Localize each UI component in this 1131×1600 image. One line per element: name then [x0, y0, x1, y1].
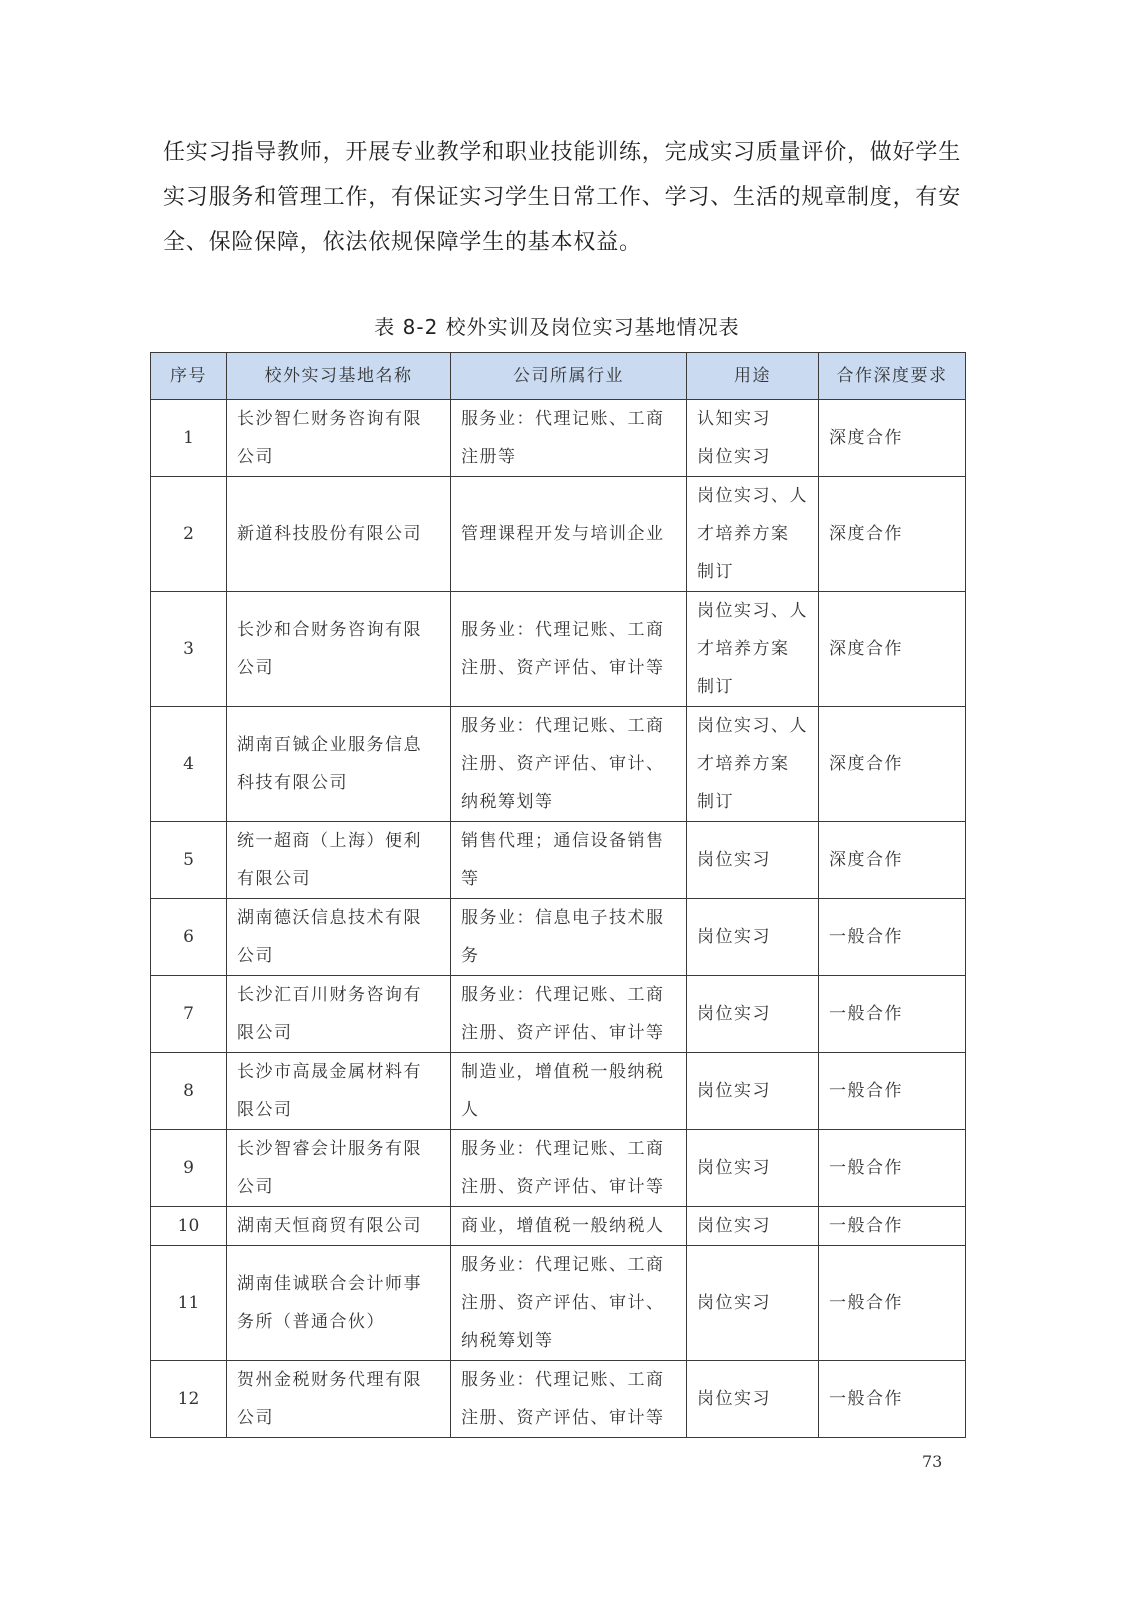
table-header-row	[151, 353, 966, 400]
cell-industry	[451, 1207, 687, 1246]
cell-use-line: 岗位实习	[697, 1293, 771, 1313]
cell-use	[687, 592, 819, 707]
cell-no: 3	[151, 592, 227, 707]
table-row	[151, 1207, 966, 1246]
cell-name	[227, 1246, 451, 1361]
cell-use	[687, 899, 819, 976]
cell-coop: 深度合作	[819, 400, 966, 477]
table-row	[151, 976, 966, 1053]
cell-industry-line: 注册、资产评估、审计等	[461, 1023, 665, 1043]
cell-coop: 一般合作	[819, 1361, 966, 1438]
paragraph-line: 任实习指导教师，开展专业教学和职业技能训练，完成实习质量评价，做好学生	[163, 140, 962, 165]
cell-name-line: 科技有限公司	[237, 773, 348, 793]
cell-use-line: 岗位实习、人	[697, 601, 808, 621]
cell-use-line: 岗位实习	[697, 1004, 771, 1024]
cell-industry-line: 注册等	[461, 447, 517, 467]
cell-name-line: 公司	[237, 1408, 274, 1428]
cell-industry	[451, 707, 687, 822]
cell-name	[227, 400, 451, 477]
cell-no: 1	[151, 400, 227, 477]
cell-name-line: 湖南德沃信息技术有限	[237, 908, 422, 928]
cell-industry-line: 务	[461, 946, 480, 966]
cell-use-line: 岗位实习	[697, 1081, 771, 1101]
cell-industry-line: 服务业：信息电子技术服	[461, 908, 665, 928]
cell-coop: 深度合作	[819, 822, 966, 899]
cell-industry-line: 人	[461, 1100, 480, 1120]
cell-use-line: 岗位实习	[697, 850, 771, 870]
cell-name	[227, 477, 451, 592]
cell-industry	[451, 400, 687, 477]
cell-use	[687, 822, 819, 899]
cell-no: 11	[151, 1246, 227, 1361]
cell-use-line: 岗位实习、人	[697, 486, 808, 506]
cell-name-line: 湖南百铖企业服务信息	[237, 735, 422, 755]
cell-no: 12	[151, 1361, 227, 1438]
cell-name-line: 贺州金税财务代理有限	[237, 1370, 422, 1390]
cell-coop: 一般合作	[819, 1246, 966, 1361]
cell-use-line: 制订	[697, 792, 734, 812]
cell-use-line: 制订	[697, 677, 734, 697]
cell-use	[687, 477, 819, 592]
header-industry: 公司所属行业	[451, 353, 687, 400]
cell-name-line: 公司	[237, 447, 274, 467]
cell-industry	[451, 477, 687, 592]
cell-name	[227, 899, 451, 976]
table-row	[151, 592, 966, 707]
header-use: 用途	[687, 353, 819, 400]
cell-no: 9	[151, 1130, 227, 1207]
table-row	[151, 707, 966, 822]
cell-industry-line: 服务业：代理记账、工商	[461, 716, 665, 736]
table-body	[151, 400, 966, 1438]
cell-name-line: 有限公司	[237, 869, 311, 889]
table-row	[151, 822, 966, 899]
cell-use-line: 岗位实习	[697, 447, 771, 467]
cell-name-line: 公司	[237, 658, 274, 678]
cell-industry	[451, 1053, 687, 1130]
cell-name	[227, 1207, 451, 1246]
cell-use-line: 岗位实习	[697, 927, 771, 947]
cell-industry	[451, 592, 687, 707]
cell-use	[687, 976, 819, 1053]
cell-industry-line: 管理课程开发与培训企业	[461, 524, 665, 544]
cell-industry-line: 服务业：代理记账、工商	[461, 620, 665, 640]
cell-industry	[451, 1130, 687, 1207]
cell-name	[227, 592, 451, 707]
cell-use-line: 才培养方案	[697, 639, 790, 659]
cell-use-line: 岗位实习	[697, 1389, 771, 1409]
cell-coop: 一般合作	[819, 1130, 966, 1207]
cell-industry-line: 注册、资产评估、审计等	[461, 1408, 665, 1428]
cell-name-line: 公司	[237, 946, 274, 966]
cell-use	[687, 707, 819, 822]
table-row	[151, 1246, 966, 1361]
cell-name-line: 限公司	[237, 1023, 293, 1043]
cell-industry	[451, 822, 687, 899]
table-row	[151, 400, 966, 477]
cell-name-line: 长沙智睿会计服务有限	[237, 1139, 422, 1159]
cell-no: 6	[151, 899, 227, 976]
cell-industry-line: 注册、资产评估、审计等	[461, 1177, 665, 1197]
internship-base-table	[150, 352, 966, 1438]
cell-name-line: 湖南佳诚联合会计师事	[237, 1274, 422, 1294]
cell-no: 7	[151, 976, 227, 1053]
cell-name-line: 限公司	[237, 1100, 293, 1120]
cell-industry-line: 服务业：代理记账、工商	[461, 985, 665, 1005]
cell-industry	[451, 976, 687, 1053]
paragraph-line: 全、保险保障，依法依规保障学生的基本权益。	[163, 230, 642, 255]
cell-name-line: 务所（普通合伙）	[237, 1312, 385, 1332]
cell-use	[687, 400, 819, 477]
cell-name-line: 统一超商（上海）便利	[237, 831, 422, 851]
cell-use-line: 才培养方案	[697, 754, 790, 774]
cell-name	[227, 976, 451, 1053]
cell-industry	[451, 899, 687, 976]
cell-use	[687, 1053, 819, 1130]
cell-use	[687, 1207, 819, 1246]
cell-coop: 深度合作	[819, 592, 966, 707]
body-paragraph	[163, 130, 968, 265]
cell-industry	[451, 1361, 687, 1438]
header-no: 序号	[151, 353, 227, 400]
header-coop: 合作深度要求	[819, 353, 966, 400]
cell-use	[687, 1246, 819, 1361]
cell-industry-line: 商业，增值税一般纳税人	[461, 1216, 665, 1236]
cell-name	[227, 1361, 451, 1438]
cell-no: 10	[151, 1207, 227, 1246]
table-row	[151, 1130, 966, 1207]
cell-industry-line: 纳税筹划等	[461, 1331, 554, 1351]
cell-use	[687, 1130, 819, 1207]
cell-use-line: 制订	[697, 562, 734, 582]
cell-name-line: 长沙和合财务咨询有限	[237, 620, 422, 640]
cell-industry-line: 销售代理；通信设备销售	[461, 831, 665, 851]
cell-name	[227, 707, 451, 822]
paragraph-line: 实习服务和管理工作，有保证实习学生日常工作、学习、生活的规章制度，有安	[163, 185, 962, 210]
cell-industry-line: 服务业：代理记账、工商	[461, 409, 665, 429]
cell-name-line: 公司	[237, 1177, 274, 1197]
table-row	[151, 1361, 966, 1438]
cell-name-line: 长沙市高晟金属材料有	[237, 1062, 422, 1082]
cell-coop: 一般合作	[819, 1053, 966, 1130]
table-caption: 表 8-2 校外实训及岗位实习基地情况表	[374, 315, 740, 339]
cell-no: 2	[151, 477, 227, 592]
cell-industry-line: 等	[461, 869, 480, 889]
cell-industry-line: 制造业，增值税一般纳税	[461, 1062, 665, 1082]
cell-name-line: 新道科技股份有限公司	[237, 524, 422, 544]
cell-name-line: 长沙智仁财务咨询有限	[237, 409, 422, 429]
cell-industry-line: 服务业：代理记账、工商	[461, 1370, 665, 1390]
cell-industry-line: 纳税筹划等	[461, 792, 554, 812]
cell-coop: 深度合作	[819, 477, 966, 592]
cell-coop: 一般合作	[819, 899, 966, 976]
cell-name-line: 湖南天恒商贸有限公司	[237, 1216, 422, 1236]
cell-industry-line: 注册、资产评估、审计、	[461, 1293, 665, 1313]
cell-name	[227, 1130, 451, 1207]
cell-no: 4	[151, 707, 227, 822]
cell-industry	[451, 1246, 687, 1361]
table-row	[151, 899, 966, 976]
cell-industry-line: 服务业：代理记账、工商	[461, 1139, 665, 1159]
cell-use-line: 岗位实习、人	[697, 716, 808, 736]
cell-no: 5	[151, 822, 227, 899]
cell-name	[227, 822, 451, 899]
cell-use-line: 认知实习	[697, 409, 771, 429]
cell-use-line: 岗位实习	[697, 1158, 771, 1178]
cell-use-line: 才培养方案	[697, 524, 790, 544]
cell-no: 8	[151, 1053, 227, 1130]
cell-industry-line: 注册、资产评估、审计、	[461, 754, 665, 774]
cell-industry-line: 注册、资产评估、审计等	[461, 658, 665, 678]
cell-coop: 深度合作	[819, 707, 966, 822]
cell-use	[687, 1361, 819, 1438]
cell-coop: 一般合作	[819, 976, 966, 1053]
cell-name-line: 长沙汇百川财务咨询有	[237, 985, 422, 1005]
cell-industry-line: 服务业：代理记账、工商	[461, 1255, 665, 1275]
cell-name	[227, 1053, 451, 1130]
header-name: 校外实习基地名称	[227, 353, 451, 400]
cell-coop: 一般合作	[819, 1207, 966, 1246]
cell-use-line: 岗位实习	[697, 1216, 771, 1236]
table-row	[151, 477, 966, 592]
page-number: 73	[922, 1452, 943, 1471]
table-row	[151, 1053, 966, 1130]
